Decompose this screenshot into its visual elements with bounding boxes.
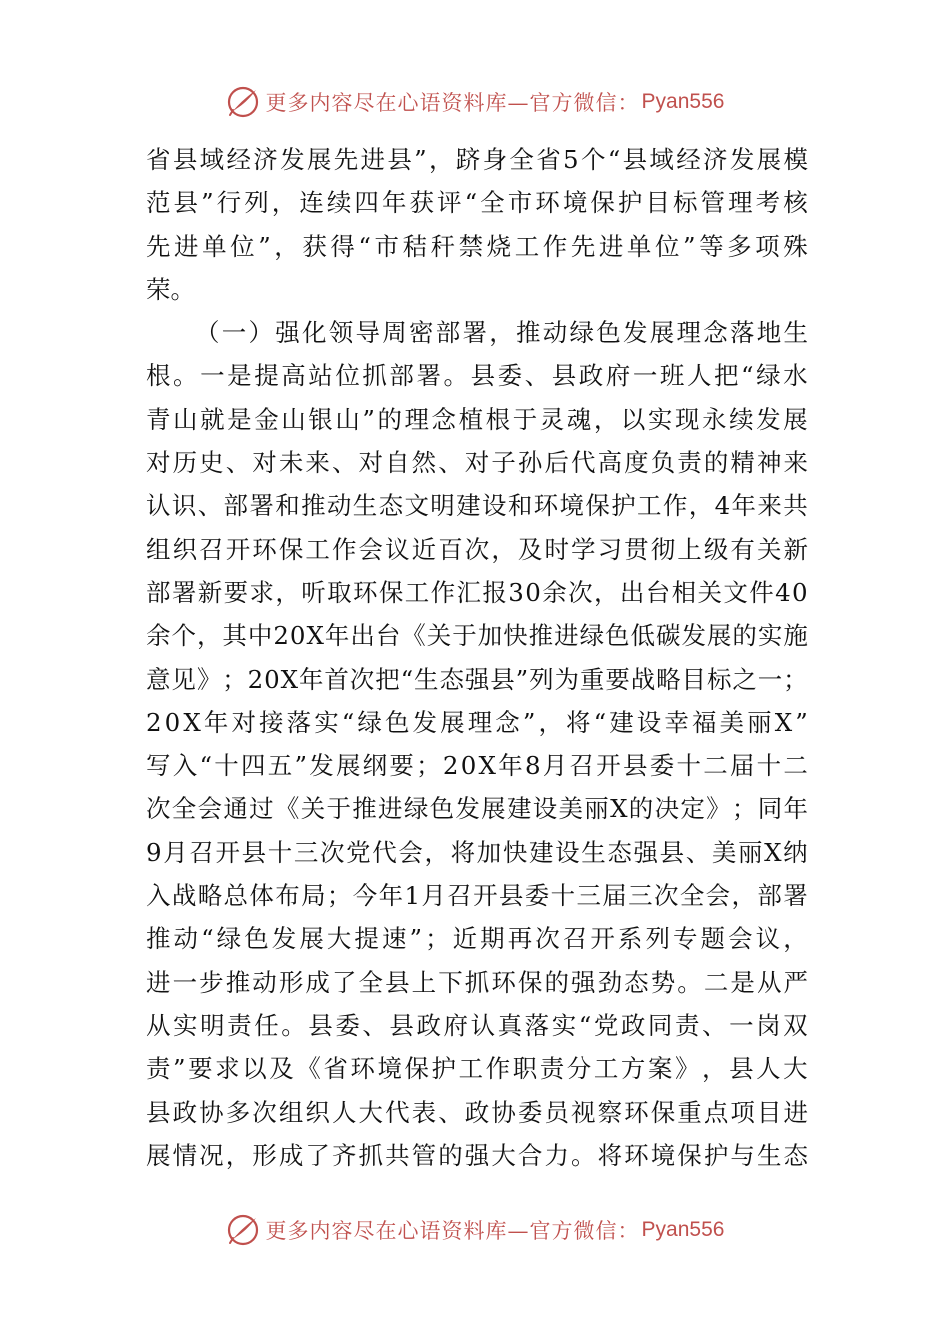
text-line: 次 全 会 通 过 《 关 于 推 进 绿 色 发 展 建 设 美 丽 X 的 决 定 》 ； 同 年 [146,794,808,824]
text-line: 根 。 一 是 提 高 站 位 抓 部 署 。 县 委 、 县 政 府 一 班 人 把 “ 绿 水 [146,361,808,391]
text-line: 意 见 》 ； 2 0 X 年 首 次 把 “ 生 态 强 县 ” 列 为 重 要 战 略 目 标 之 一 ； [146,664,808,694]
text-line: 对 历 史 、 对 未 来 、 对 自 然 、 对 子 孙 后 代 高 度 负 责 的 精 神 来 [146,448,808,478]
text-line: 组 织 召 开 环 保 工 作 会 议 近 百 次 ， 及 时 学 习 贯 彻 上 级 有 关 新 [146,534,808,564]
quill-logo-icon [226,1213,260,1247]
paragraph [146,311,808,1177]
paragraph [146,138,808,311]
text-line: 县 政 协 多 次 组 织 人 大 代 表 、 政 协 委 员 视 察 环 保 重 点 项 目 进 [146,1097,808,1127]
text-line: 省 县 域 经 济 发 展 先 进 县 ” ， 跻 身 全 省 5 个 “ 县 域 经 济 发 展 模 [146,145,808,174]
text-line: 展 情 况 ， 形 成 了 齐 抓 共 管 的 强 大 合 力 。 将 环 境 保 护 与 生 态 [146,1140,808,1170]
text-line: 青 山 就 是 金 山 银 山 ” 的 理 念 植 根 于 灵 魂 ， 以 实 现 永 续 发 展 [146,404,808,434]
quill-logo-icon [226,85,260,119]
text-line: 荣。 [146,274,195,304]
text-line: 推 动 “ 绿 色 发 展 大 提 速 ” ； 近 期 再 次 召 开 系 列 专 题 会 议 ， [146,924,808,954]
text-line: 写 入 “ 十 四 五 ” 发 展 纲 要 ； 2 0 X 年 8 月 召 开 县 委 十 二 届 十 二 [146,751,808,781]
banner-wechat-id: Pyan556 [641,1218,725,1241]
text-line: 进 一 步 推 动 形 成 了 全 县 上 下 抓 环 保 的 强 劲 态 势 。 二 是 从 严 [146,967,808,997]
text-line: 认 识 、 部 署 和 推 动 生 态 文 明 建 设 和 环 境 保 护 工 作 ， 4 年 来 共 [146,491,808,521]
text-line: 责 ” 要 求 以 及 《 省 环 境 保 护 工 作 职 责 分 工 方 案 》 ， 县 人 大 [146,1054,808,1084]
text-line: 先 进 单 位 ” ， 获 得 “ 市 秸 秆 禁 烧 工 作 先 进 单 位 ” 等 多 项 殊 [146,231,808,261]
banner-wechat-id: Pyan556 [641,90,725,113]
text-line: 从 实 明 责 任 。 县 委 、 县 政 府 认 真 落 实 “ 党 政 同 责 、 一 岗 双 [146,1010,808,1040]
text-line: 范 县 ” 行 列 ， 连 续 四 年 获 评 “ 全 市 环 境 保 护 目 标 管 理 考 核 [146,188,808,218]
banner-text: 更多内容尽在心语资料库—官方微信： [265,91,640,115]
text-line: 部 署 新 要 求 ， 听 取 环 保 工 作 汇 报 3 0 余 次 ， 出 台 相 关 文 件 4 0 [146,577,808,607]
text-line: 余 个 ， 其 中 2 0 X 年 出 台 《 关 于 加 快 推 进 绿 色 低 碳 发 展 的 实 施 [146,621,808,651]
document-body [146,138,808,1177]
banner-text: 更多内容尽在心语资料库—官方微信： [265,1219,640,1243]
text-line: （ 一 ） 强 化 领 导 周 密 部 署 ， 推 动 绿 色 发 展 理 念 落 地 生 [195,318,808,348]
footer-banner [0,1208,950,1252]
text-line: 2 0 X 年 对 接 落 实 “ 绿 色 发 展 理 念 ” ， 将 “ 建 设 幸 福 美 丽 X ” [146,707,808,737]
text-line: 入 战 略 总 体 布 局 ； 今 年 1 月 召 开 县 委 十 三 届 三 次 全 会 ， 部 署 [146,881,808,911]
text-line: 9 月 召 开 县 十 三 次 党 代 会 ， 将 加 快 建 设 生 态 强 县 、 美 丽 X 纳 [146,837,808,867]
header-banner [0,80,950,124]
